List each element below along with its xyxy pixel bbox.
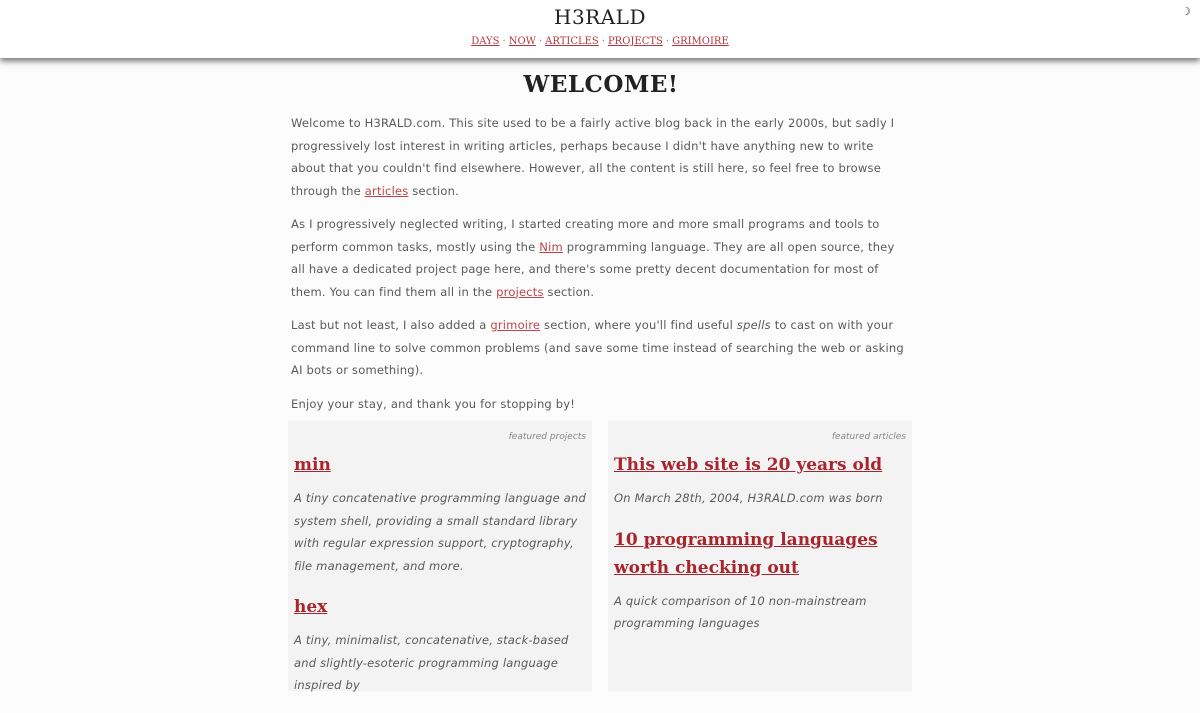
nav-separator: · (502, 36, 506, 47)
list-item (614, 526, 906, 635)
nav-separator: · (601, 36, 605, 47)
articles-link[interactable]: articles (364, 183, 409, 198)
site-logo[interactable]: H3RALD (554, 5, 646, 29)
text-span: Welcome to H3RALD.com. This site used to be a fairly active blog back in the early 2000s, but sadly I progressively lost interest in writing articles, perhaps because I didn't have anything new to write about that you couldn't find elsewhere. However, all the content is still here, so feel free to browse through the (291, 116, 895, 198)
project-heading (294, 451, 586, 479)
page-title: WELCOME! (523, 71, 679, 98)
featured-projects-card (288, 421, 592, 691)
text-span: As I progressively neglected writing, I started creating more and more small programs and tools to perform common tasks, mostly using the (291, 217, 880, 254)
project-description: A tiny, minimalist, concatenative, stack-based and slightly-esoteric programming language inspired by (294, 633, 569, 692)
nav-articles[interactable]: ARTICLES (545, 36, 599, 47)
nim-link[interactable]: Nim (539, 239, 563, 254)
site-header (0, 0, 1200, 58)
text-span: section, where you'll find useful (540, 318, 737, 332)
featured-articles-card (608, 421, 912, 691)
intro-text (291, 112, 911, 449)
project-title-link[interactable]: hex (294, 597, 328, 617)
list-item (294, 451, 586, 577)
main-content (291, 66, 911, 460)
nav-separator: · (538, 36, 543, 47)
nav-separator: · (665, 36, 670, 47)
emphasis-spells: spells (736, 318, 771, 332)
text-span: section. (543, 284, 595, 299)
text-span: section. (408, 183, 459, 198)
text-span: to cast on with your command line to solve common problems (and save some time instead of searching the web or asking AI bots or something). (291, 318, 904, 377)
intro-paragraph (291, 213, 911, 303)
text-span: Last but not least, I also added a (291, 318, 491, 332)
grimoire-link[interactable]: grimoire (490, 318, 541, 332)
closing-line: Enjoy your stay, and thank you for stopping by! (291, 396, 576, 411)
nav-now[interactable]: NOW (508, 36, 536, 47)
nav-projects[interactable]: PROJECTS (607, 36, 663, 47)
list-item (614, 451, 906, 510)
nav-days[interactable]: DAYS (471, 36, 500, 47)
project-description: A tiny concatenative programming language and system shell, providing a small standard library with regular expression support, cryptography, file management, and more. (294, 491, 586, 573)
card-body (294, 451, 586, 713)
text-span: programming language. They are all open source, they all have a dedicated project page here, and there's some pretty decent documentation for most of them. You can find them all in the (291, 239, 895, 299)
card-label: featured projects (508, 432, 586, 442)
article-heading (614, 526, 906, 582)
main-nav (0, 36, 1200, 47)
list-item (294, 593, 586, 697)
intro-paragraph (291, 112, 911, 202)
project-title-link[interactable]: min (294, 455, 331, 475)
article-title-link[interactable]: This web site is 20 years old (614, 455, 883, 475)
projects-link[interactable]: projects (496, 284, 544, 299)
article-description: On March 28th, 2004, H3RALD.com was born (614, 491, 883, 505)
article-description: A quick comparison of 10 non-mainstream programming languages (614, 593, 867, 630)
project-heading (294, 593, 586, 621)
article-title-link[interactable]: 10 programming languages worth checking out (614, 529, 878, 578)
article-heading (614, 451, 906, 479)
moon-icon[interactable]: ☽ (1181, 5, 1191, 18)
card-label: featured articles (831, 432, 906, 442)
intro-paragraph (291, 314, 911, 382)
nav-grimoire[interactable]: GRIMOIRE (672, 36, 729, 47)
card-body (614, 451, 906, 651)
